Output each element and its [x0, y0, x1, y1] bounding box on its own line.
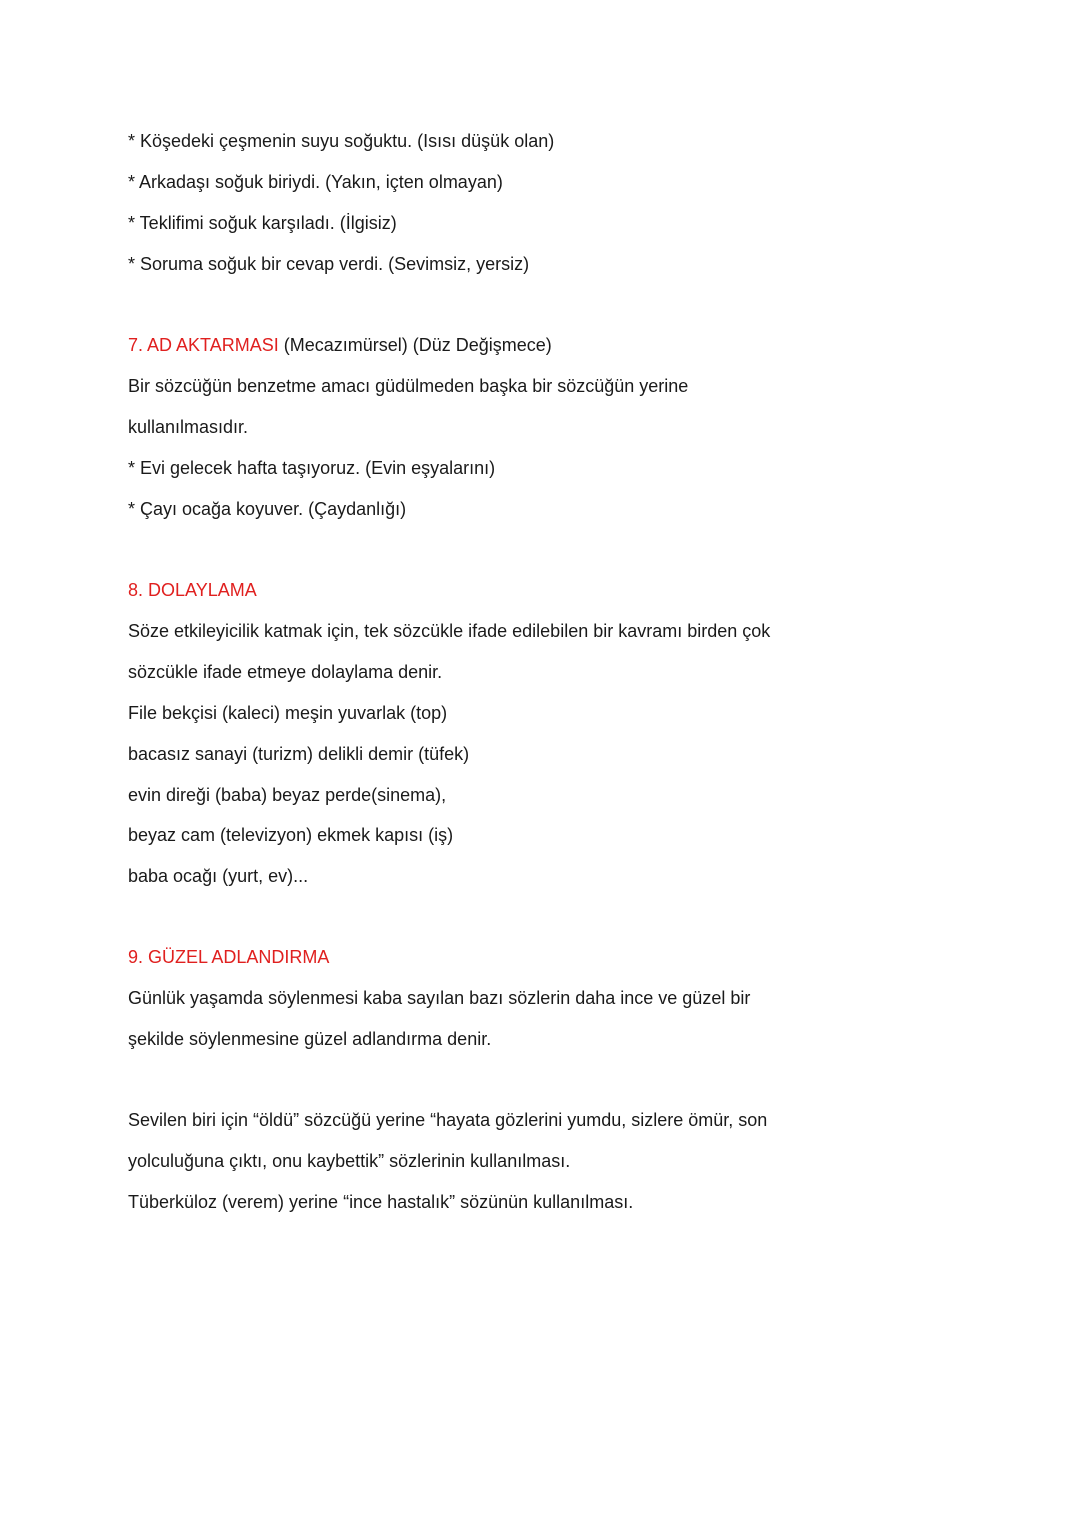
- example-line: * Arkadaşı soğuk biriydi. (Yakın, içten olmayan): [128, 172, 503, 192]
- section-7-heading-accent: 7. AD AKTARMASI: [128, 335, 279, 355]
- section-8-definition-line: Söze etkileyicilik katmak için, tek sözcükle ifade edilebilen bir kavramı birden çok: [128, 621, 771, 641]
- section-9-example-line: yolculuğuna çıktı, onu kaybettik” sözlerinin kullanılması.: [128, 1151, 571, 1171]
- section-7-heading: [128, 333, 552, 357]
- section-8-heading: [128, 578, 257, 602]
- section-8-example-line: bacasız sanayi (turizm) delikli demir (tüfek): [128, 744, 470, 764]
- section-8-example-line: beyaz cam (televizyon) ekmek kapısı (iş): [128, 825, 454, 845]
- section-8-heading-accent: 8. DOLAYLAMA: [128, 580, 257, 600]
- section-9-definition-line: şekilde söylenmesine güzel adlandırma denir.: [128, 1029, 492, 1049]
- section-7-example-line: * Evi gelecek hafta taşıyoruz. (Evin eşyalarını): [128, 458, 496, 478]
- section-9-definition-line: Günlük yaşamda söylenmesi kaba sayılan bazı sözlerin daha ince ve güzel bir: [128, 988, 751, 1008]
- example-line: * Teklifimi soğuk karşıladı. (İlgisiz): [128, 213, 397, 233]
- section-7-example-line: * Çayı ocağa koyuver. (Çaydanlığı): [128, 499, 407, 519]
- example-line: * Köşedeki çeşmenin suyu soğuktu. (Isısı düşük olan): [128, 131, 555, 151]
- section-9-heading: [128, 945, 329, 969]
- section-8-example-line: baba ocağı (yurt, ev)...: [128, 866, 309, 886]
- section-8-example-line: evin direği (baba) beyaz perde(sinema),: [128, 785, 447, 805]
- example-line: * Soruma soğuk bir cevap verdi. (Sevimsiz, yersiz): [128, 254, 530, 274]
- section-9-heading-accent: 9. GÜZEL ADLANDIRMA: [128, 947, 330, 967]
- section-9-example-line: Sevilen biri için “öldü” sözcüğü yerine “hayata gözlerini yumdu, sizlere ömür, son: [128, 1110, 768, 1130]
- section-7-heading-rest: (Mecazımürsel) (Düz Değişmece): [278, 335, 552, 355]
- section-7-definition-line: Bir sözcüğün benzetme amacı güdülmeden başka bir sözcüğün yerine: [128, 376, 689, 396]
- section-8-example-line: File bekçisi (kaleci) meşin yuvarlak (top): [128, 703, 448, 723]
- section-8-definition-line: sözcükle ifade etmeye dolaylama denir.: [128, 662, 443, 682]
- section-9-example-line: Tüberküloz (verem) yerine “ince hastalık” sözünün kullanılması.: [128, 1192, 634, 1212]
- section-7-definition-line: kullanılmasıdır.: [128, 417, 249, 437]
